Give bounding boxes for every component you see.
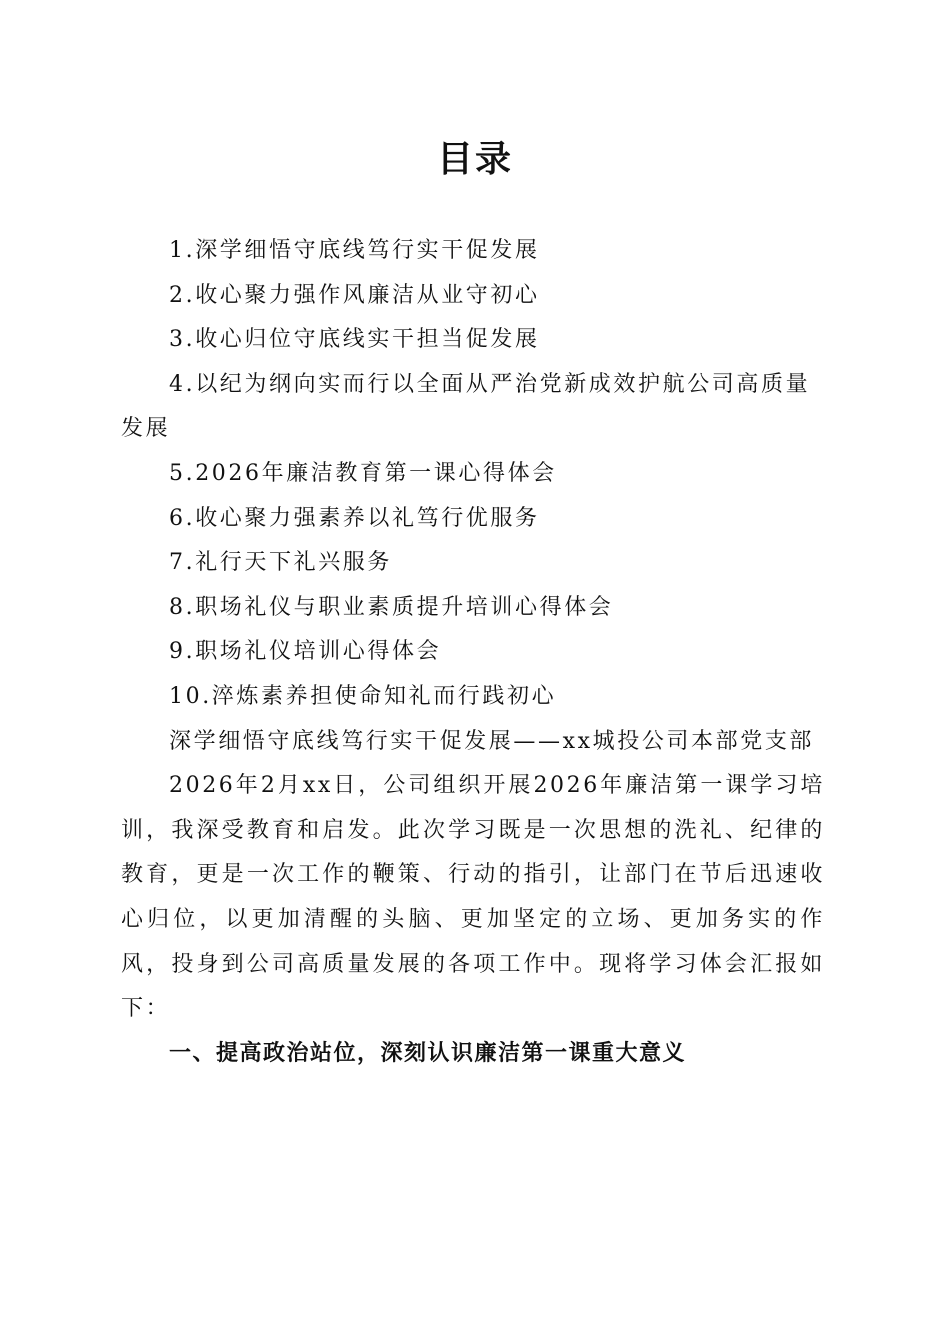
toc-item-4: 4.以纪为纲向实而行以全面从严治党新成效护航公司高质量发展 <box>121 371 811 442</box>
toc-item-5: 5.2026年廉洁教育第一课心得体会 <box>169 460 557 486</box>
toc-item-10: 10.淬炼素养担使命知礼而行践初心 <box>169 683 557 709</box>
toc-item-7: 7.礼行天下礼兴服务 <box>169 550 392 576</box>
toc-item-1: 1.深学细悟守底线笃行实干促发展 <box>169 238 540 263</box>
toc-item-8: 8.职场礼仪与职业素质提升培训心得体会 <box>169 594 614 620</box>
section-heading: 一、提高政治站位，深刻认识廉洁第一课重大意义 <box>169 1040 687 1066</box>
article-title: 深学细悟守底线笃行实干促发展——xx城投公司本部党支部 <box>169 728 815 754</box>
document-title: 目录 <box>436 139 513 180</box>
toc-item-9: 9.职场礼仪培训心得体会 <box>169 639 442 665</box>
document-body <box>121 229 825 1076</box>
toc-item-3: 3.收心归位守底线实干担当促发展 <box>169 327 540 353</box>
toc-item-6: 6.收心聚力强素养以礼笃行优服务 <box>169 505 540 531</box>
toc-item-2: 2.收心聚力强作风廉洁从业守初心 <box>169 282 540 308</box>
body-paragraph: 2026年2月xx日，公司组织开展2026年廉洁第一课学习培训，我深受教育和启发。此次学习既是一次思想的洗礼、纪律的教育，更是一次工作的鞭策、行动的指引，让部门在节后迅速收心归位，以更加清醒的头脑、更加坚定的立场、更加务实的作风，投身到公司高质量发展的各项工作中。现将学习体会汇报如下： <box>121 773 825 1022</box>
